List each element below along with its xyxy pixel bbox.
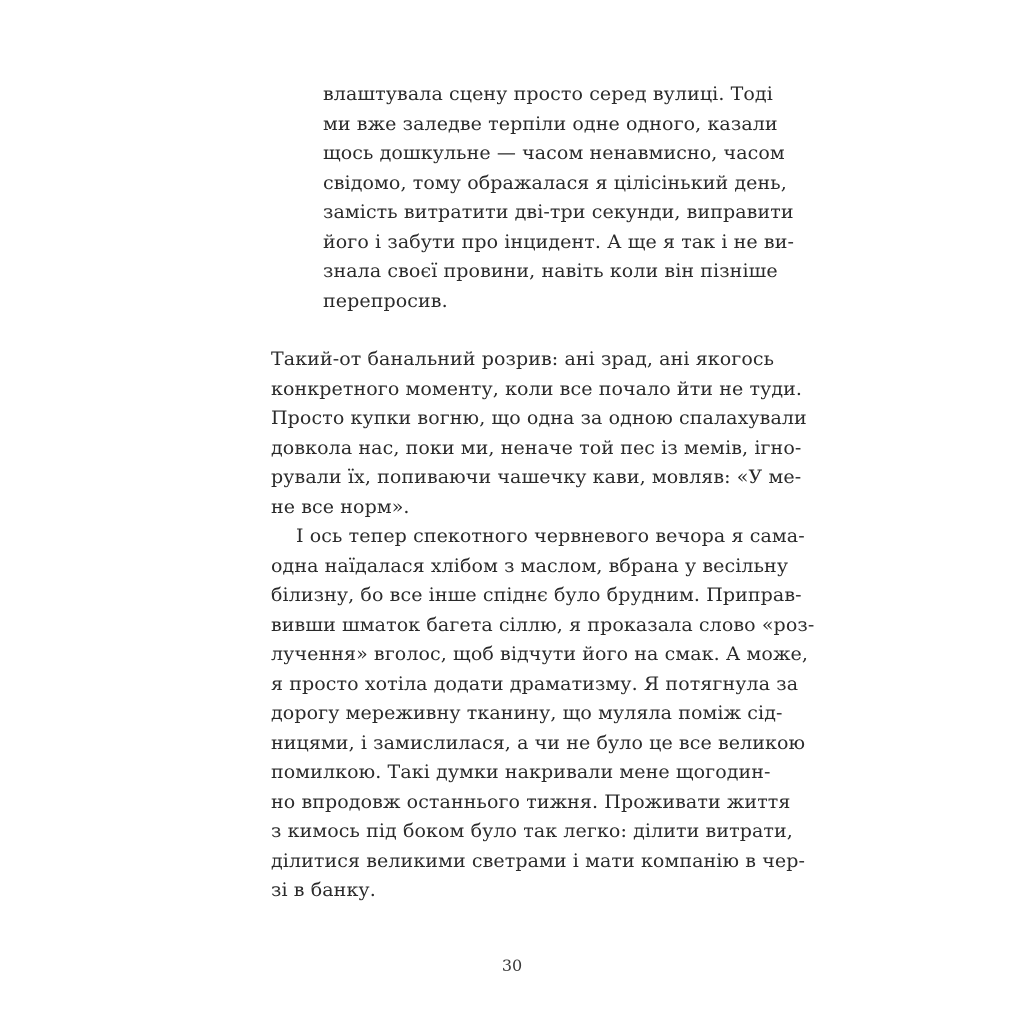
- text-line: з кимось під боком було так легко: ділити витрати,: [271, 820, 793, 842]
- text-line: ми вже заледве терпіли одне одного, казали: [323, 112, 778, 135]
- text-line: білизну, бо все інше спіднє було брудним. Приправ-: [271, 584, 802, 606]
- text-line: Просто купки вогню, що одна за одною спалахували: [271, 407, 807, 429]
- page-number: 30: [501, 956, 523, 975]
- text-line: щось дошкульне — часом ненавмисно, часом: [323, 142, 785, 164]
- text-line: замість витратити дві-три секунди, виправити: [323, 201, 794, 223]
- text-line: ділитися великими светрами і мати компанію в чер-: [271, 849, 805, 872]
- text-line: його і забути про інцидент. А ще я так і не ви-: [323, 230, 794, 253]
- text-line: Такий-от банальний розрив: ані зрад, ані якогось: [271, 348, 775, 370]
- text-line: перепросив.: [323, 289, 448, 312]
- text-line: но впродовж останнього тижня. Проживати життя: [271, 790, 791, 813]
- text-line: помилкою. Такі думки накривали мене щогодин-: [271, 761, 771, 783]
- text-line: я просто хотіла додати драматизму. Я потягнула за: [271, 672, 799, 695]
- text-line: свідомо, тому ображалася я цілісінький день,: [323, 171, 787, 194]
- text-line: довкола нас, поки ми, неначе той пес із мемів, ігно-: [271, 436, 802, 459]
- text-line: ницями, і замислилася, а чи не було це все великою: [271, 731, 806, 754]
- text-line: зі в банку.: [271, 879, 376, 901]
- text-line: конкретного моменту, коли все почало йти не туди.: [271, 377, 803, 400]
- text-line: вивши шматок багета сіллю, я проказала слово «роз-: [271, 613, 815, 636]
- text-line: лучення» вголос, щоб відчути його на смак. А може,: [271, 643, 809, 665]
- text-line: дорогу мереживну тканину, що муляла поміж сід-: [271, 702, 783, 724]
- text-line: не все норм».: [271, 495, 410, 518]
- text-line: знала своєї провини, навіть коли він пізніше: [323, 260, 778, 282]
- text-line: І ось тепер спекотного червневого вечора я сама-: [296, 525, 805, 547]
- text-line: одна наїдалася хлібом з маслом, вбрана у весільну: [271, 554, 789, 577]
- text-line: влаштувала сцену просто серед вулиці. Тоді: [323, 83, 773, 105]
- text-line: рували їх, попиваючи чашечку кави, мовляв: «У ме-: [271, 466, 802, 488]
